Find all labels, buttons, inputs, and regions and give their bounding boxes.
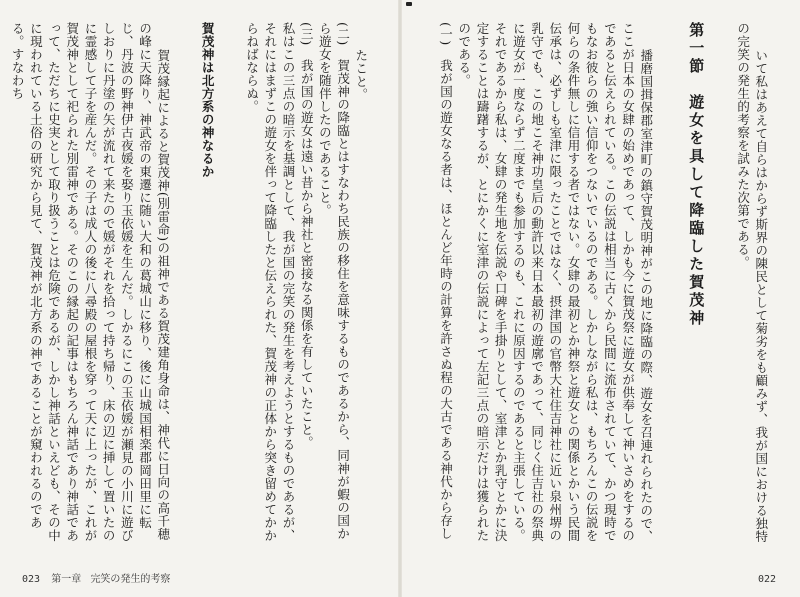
left-running-footer <box>22 570 170 585</box>
left-page-text <box>10 22 388 552</box>
left-body-top: たこと。 (二) 賀茂神の降臨とはすなわち民族の移住を意味するものであるから、同神が蝦の国から遊女を随伴したのであること。 (三) 我が国の遊女は遠い昔から神社と密接なる関係を有していたこと。 私はこの三点の暗示を基調として、我が国の完笑の発生を考えようとするものであるが、それにはまずこの遊女を伴って降臨したと伝えられた、賀茂神の正体から突き留めてかからねばならぬ。 <box>244 22 369 542</box>
left-body-bottom: 賀茂縁起によると賀茂神(別雷命)の祖神である賀茂建角身命は、神代に日向の高千穂の峰に天降り、神武帝の東遷に随い大和の葛城山に移り、後に山城国相楽郡岡田里に転じ、丹波の野神伊古夜媛を娶り玉依媛を生んだ。しかるにこの玉依媛が瀬見の小川に遊びしおりに丹塗の矢が流れて来たので媛がそれを拾って持ち帰り、床の辺に挿して置いたのに霊感して子を産んだ。その子は成人の後に八尋殿の屋根を穿って天に上ったが、これが賀茂神として祀られた別雷神である。そのこの縁起の記事はもちろん神話であり神話であって、ただちに史実として取り扱うことは危険であるが、しかし神話といえども、その中に現われている土俗の研究から見て、賀茂神が北方系の神であることが窺われるのである。すなわち <box>10 22 171 542</box>
left-page-number: 023 <box>22 574 41 585</box>
subheading-kamo-north: 賀茂神は北方系の神なるか <box>200 22 216 178</box>
right-page-number: 022 <box>757 574 776 585</box>
right-body-main: 播磨国揖保郡室津町の鎮守賀茂明神がこの地に降臨の際、遊女を召連れられたので、ここが日本の女肆の始めであって、しかも今に賀茂祭に遊女が供奉して神いさめをするのであると伝えられている。この伝説は相当に古くから民間に流布されていて、かつ現時でもなお彼らの強い信仰をつないでいるのである。しかしながら私は、もちろんこの伝説を何らの条件無しに信用する者ではない。女肆の最初とか神祭と遊女との関係とかいう民間伝承は、必ずしも室津に限ったことではなく、摂津国の官幣大社住吉神社に近い泉州堺の乳守でも、この地こそ神功皇后の動許以来日本最初の遊廓であって、同じく住吉社の祭典に遊女が一度ならず二度までも参加するのも、これに原因するのであると主張している。それであるから私は、女肆の発生地を伝説や口碑を手掛りとして、室津とか乳守とかに決定することは躊躇するが、とにかくに室津の伝説によって左記三点の暗示だけは獲られたのである。 (一) 我が国の遊女なる者は、ほとんど年時の計算を許さぬ程の大古である神代から存し <box>438 22 654 543</box>
left-chapter-label: 第一章 <box>51 574 82 585</box>
right-running-footer <box>758 574 782 585</box>
right-page <box>400 0 800 597</box>
left-chapter-subtitle: 完笑の発生的考察 <box>90 574 171 585</box>
right-page-text <box>418 22 788 552</box>
section-title: 第一節 遊女を具して降臨した賀茂神 <box>687 22 706 328</box>
right-body-intro: いて私はあえて自らはからず斯界の陳民として菊劣をも顧みず、我が国における独特の完笑の発生的考察を試みた次第である。 <box>735 22 769 543</box>
